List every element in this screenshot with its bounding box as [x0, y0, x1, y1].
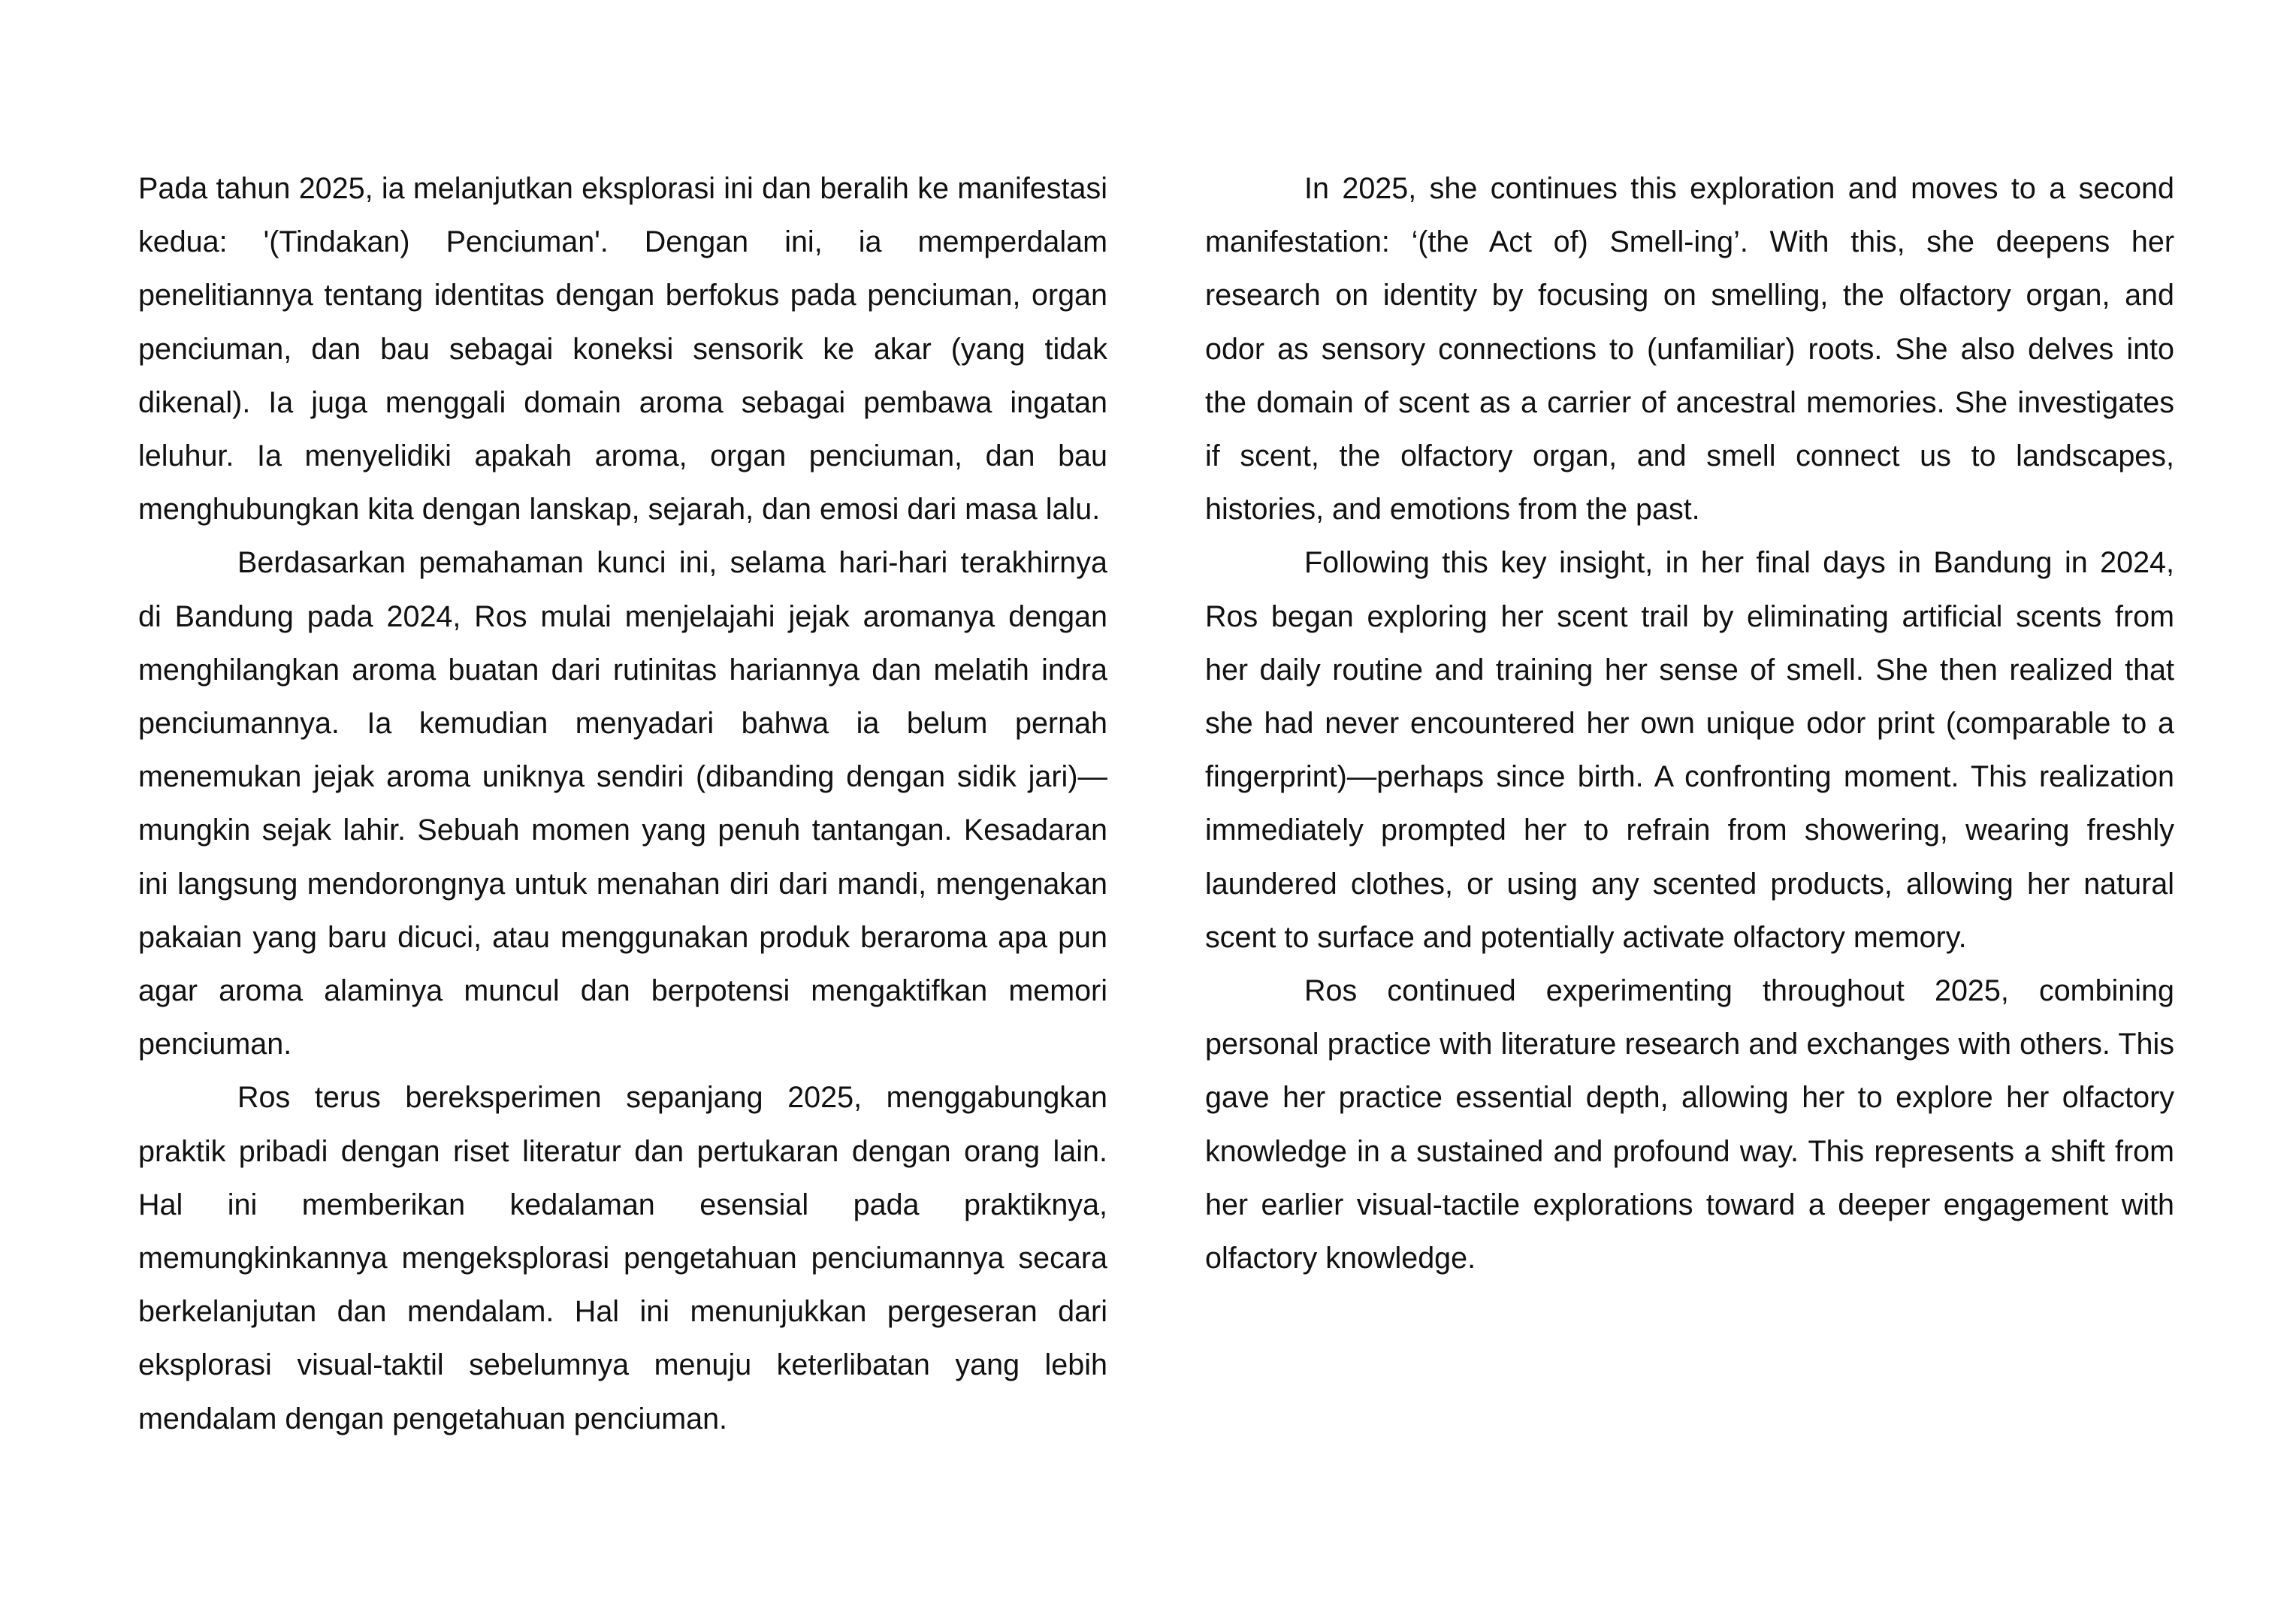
english-paragraph-3: Ros continued experimenting throughout 2025, combining personal practice with literature research and exchanges with others. This gave her practice essential depth, allowing her to explore her olfactory knowledge in a sustained and profound way. This represents a shift from her earlier visual-tactile explorations toward a deeper engagement with olfactory knowledge.: [1205, 974, 2174, 1275]
english-text-column: [1205, 162, 2174, 1285]
indonesian-paragraph-3: Ros terus bereksperimen sepanjang 2025, menggabungkan praktik pribadi dengan riset literatur dan pertukaran dengan orang lain. Hal ini memberikan kedalaman esensial pada praktiknya, memungkinkannya mengeksplorasi pengetahuan penciumannya secara berkelanjutan dan mendalam. Hal ini menunjukkan pergeseran dari eksplorasi visual-taktil sebelumnya menuju keterlibatan yang lebih mendalam dengan pengetahuan penciuman.: [138, 1081, 1107, 1435]
indonesian-paragraph-2: Berdasarkan pemahaman kunci ini, selama hari-hari terakhirnya di Bandung pada 2024, Ros mulai menjelajahi jejak aromanya dengan menghilangkan aroma buatan dari rutinitas hariannya dan melatih indra penciumannya. Ia kemudian menyadari bahwa ia belum pernah menemukan jejak aroma uniknya sendiri (dibanding dengan sidik jari)—mungkin sejak lahir. Sebuah momen yang penuh tantangan. Kesadaran ini langsung mendorongnya untuk menahan diri dari mandi, mengenakan pakaian yang baru dicuci, atau menggunakan produk beraroma apa pun agar aroma alaminya muncul dan berpotensi mengaktifkan memori penciuman.: [138, 546, 1107, 1061]
english-paragraph-2: Following this key insight, in her final days in Bandung in 2024, Ros began exploring her scent trail by eliminating artificial scents from her daily routine and training her sense of smell. She then realized that she had never encountered her own unique odor print (comparable to a fingerprint)—perhaps since birth. A confronting moment. This realization immediately prompted her to refrain from showering, wearing freshly laundered clothes, or using any scented products, allowing her natural scent to surface and potentially activate olfactory memory.: [1205, 546, 2174, 954]
indonesian-paragraph-1: Pada tahun 2025, ia melanjutkan eksplorasi ini dan beralih ke manifestasi kedua: '(Tindakan) Penciuman'. Dengan ini, ia memperdalam penelitiannya tentang identitas dengan berfokus pada penciuman, organ penciuman, dan bau sebagai koneksi sensorik ke akar (yang tidak dikenal). Ia juga menggali domain aroma sebagai pembawa ingatan leluhur. Ia menyelidiki apakah aroma, organ penciuman, dan bau menghubungkan kita dengan lanskap, sejarah, dan emosi dari masa lalu.: [138, 172, 1107, 527]
english-paragraph-1: In 2025, she continues this exploration and moves to a second manifestation: ‘(the Act of) Smell-ing’. With this, she deepens her research on identity by focusing on smelling, the olfactory organ, and odor as sensory connections to (unfamiliar) roots. She also delves into the domain of scent as a carrier of ancestral memories. She investigates if scent, the olfactory organ, and smell connect us to landscapes, histories, and emotions from the past.: [1205, 172, 2174, 527]
indonesian-text-column: [138, 162, 1107, 1446]
